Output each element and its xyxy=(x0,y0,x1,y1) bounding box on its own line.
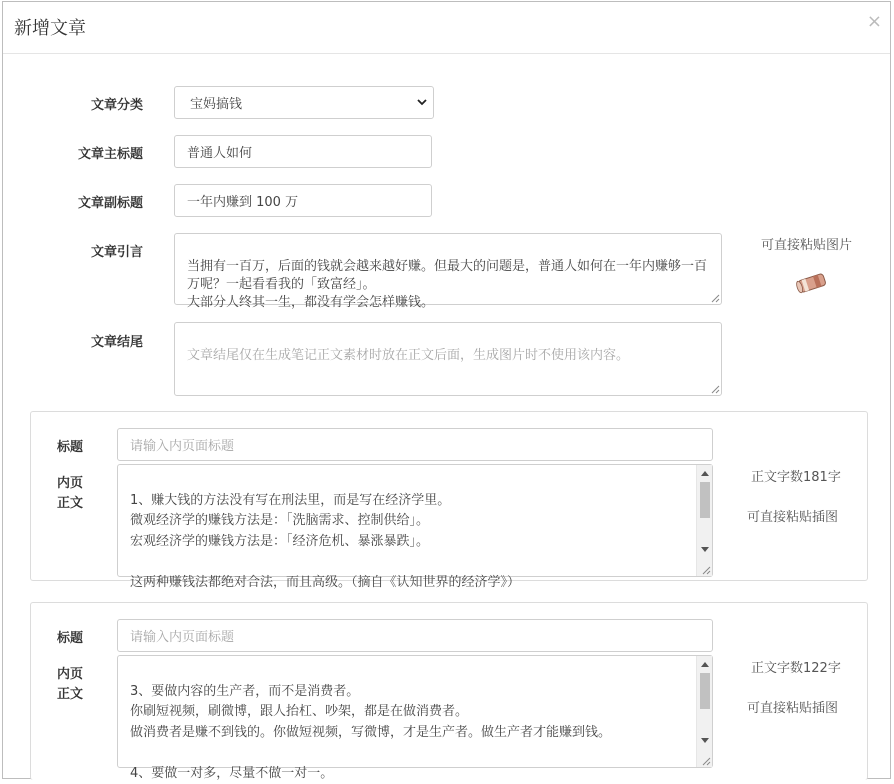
scroll-up-arrow-icon[interactable] xyxy=(701,471,709,476)
category-select[interactable] xyxy=(174,86,434,119)
page-title-input[interactable] xyxy=(117,619,713,652)
paste-image-hint: 可直接粘贴图片 xyxy=(761,238,853,253)
chevron-down-icon xyxy=(417,97,427,107)
page-body-label-line2: 正文 xyxy=(57,496,84,511)
page-body-text: 3、要做内容的生产者，而不是消费者。 你刷短视频，刷微博，跟人抬杠、吵架，都是在做消费者。 做消费者是赚不到钱的。你做短视频，写微博，才是生产者。做生产者才能赚到钱。 4、要做一对多，尽量不做一对一。 xyxy=(130,683,612,781)
scroll-down-arrow-icon[interactable] xyxy=(701,547,709,552)
scroll-up-arrow-icon[interactable] xyxy=(701,662,709,667)
main-title-value: 普通人如何 xyxy=(187,146,253,161)
main-title-label: 文章主标题 xyxy=(77,147,143,162)
ending-label: 文章结尾 xyxy=(90,335,143,350)
page-body-label-line1: 内页 xyxy=(57,476,84,491)
subtitle-input[interactable] xyxy=(174,184,432,217)
scroll-thumb[interactable] xyxy=(700,482,710,518)
category-value: 宝妈搞钱 xyxy=(190,97,243,112)
page-panel-1 xyxy=(30,411,868,590)
add-article-modal xyxy=(2,1,891,779)
ending-textarea[interactable] xyxy=(174,322,722,396)
page-panel-2 xyxy=(30,602,868,780)
page-title-label: 标题 xyxy=(57,631,84,646)
page-title-placeholder: 请输入内页面标题 xyxy=(130,439,235,454)
intro-textarea[interactable] xyxy=(174,233,722,310)
word-count: 正文字数122字 xyxy=(751,661,841,676)
modal-title: 新增文章 xyxy=(14,18,86,39)
subtitle-label: 文章副标题 xyxy=(77,196,143,211)
subtitle-value: 一年内赚到 100 万 xyxy=(187,195,299,210)
page-body-textarea[interactable] xyxy=(117,464,713,590)
page-body-textarea[interactable] xyxy=(117,655,713,781)
ending-placeholder: 文章结尾仅在生成笔记正文素材时放在正文后面，生成图片时不使用该内容。 xyxy=(187,348,630,363)
page-title-label: 标题 xyxy=(57,440,84,455)
page-title-input[interactable] xyxy=(117,428,713,461)
resize-grip-icon[interactable] xyxy=(710,384,720,394)
scroll-thumb[interactable] xyxy=(700,673,710,709)
page-body-scrollbar[interactable] xyxy=(696,465,712,576)
page-body-scrollbar[interactable] xyxy=(696,656,712,767)
paste-illustration-hint: 可直接粘贴插图 xyxy=(747,701,839,716)
page-body-label-line2: 正文 xyxy=(57,687,84,702)
main-title-input[interactable] xyxy=(174,135,432,168)
money-roll-sticker xyxy=(795,271,829,295)
page-body-text: 1、赚大钱的方法没有写在刑法里，而是写在经济学里。 微观经济学的赚钱方法是：「洗脑需求、控制供给」。 宏观经济学的赚钱方法是：「经济危机、暴涨暴跌」。 这两种赚钱法都绝对合法，而且高级。（摘自《认知世界的经济学》） xyxy=(130,492,521,590)
modal-header xyxy=(3,2,890,54)
intro-label: 文章引言 xyxy=(90,245,143,260)
page-title-placeholder: 请输入内页面标题 xyxy=(130,630,235,645)
resize-grip-icon[interactable] xyxy=(710,293,720,303)
word-count: 正文字数181字 xyxy=(751,470,841,485)
page-body-label-line1: 内页 xyxy=(57,667,84,682)
category-label: 文章分类 xyxy=(90,98,143,113)
resize-grip-icon[interactable] xyxy=(701,565,711,575)
close-icon[interactable]: × xyxy=(866,11,882,32)
scroll-down-arrow-icon[interactable] xyxy=(701,738,709,743)
intro-text: 当拥有一百万，后面的钱就会越来越好赚。但最大的问题是，普通人如何在一年内赚够一百万呢？一起看看我的「致富经」。 大部分人终其一生，都没有学会怎样赚钱。 xyxy=(187,259,708,310)
paste-illustration-hint: 可直接粘贴插图 xyxy=(747,510,839,525)
resize-grip-icon[interactable] xyxy=(701,756,711,766)
